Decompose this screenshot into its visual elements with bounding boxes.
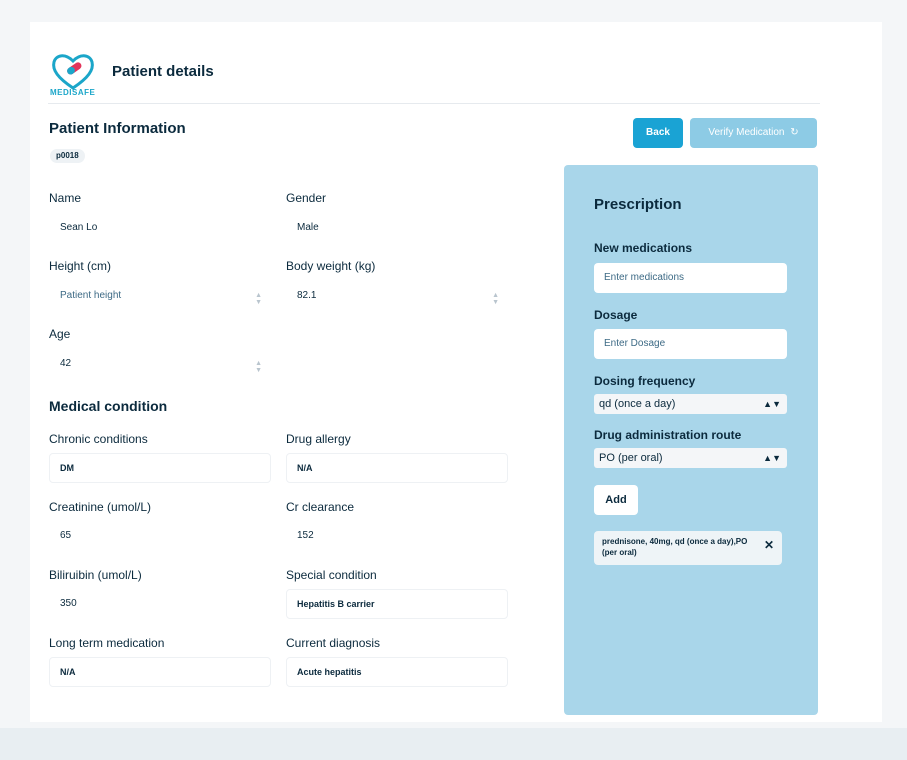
dosing-frequency-value: qd (once a day): [599, 398, 676, 410]
height-input[interactable]: [49, 281, 271, 311]
cr-clearance-label: Cr clearance: [286, 500, 355, 514]
prescription-item-text: prednisone, 40mg, qd (once a day),PO (per oral): [602, 537, 748, 557]
current-diagnosis-field[interactable]: [286, 657, 508, 687]
header: [48, 48, 820, 104]
verify-medication-label: Verify Medication: [708, 127, 785, 138]
prescription-title: Prescription: [594, 196, 682, 213]
gender-field[interactable]: [286, 213, 508, 243]
back-button[interactable]: Back: [633, 118, 683, 148]
drug-allergy-label: Drug allergy: [286, 432, 351, 446]
select-caret-icon: ▲▼: [763, 453, 781, 463]
creatinine-value: 65: [60, 530, 72, 541]
bilirubin-field[interactable]: [49, 589, 271, 619]
gender-label: Gender: [286, 191, 327, 205]
medical-condition-title: Medical condition: [49, 398, 168, 414]
spinner-arrows-icon[interactable]: ▲ ▼: [492, 292, 499, 306]
age-input[interactable]: [49, 349, 271, 379]
page-title: Patient details: [112, 63, 214, 80]
spinner-arrows-icon[interactable]: ▲ ▼: [255, 292, 262, 306]
special-condition-label: Special condition: [286, 568, 377, 582]
long-term-medication-label: Long term medication: [49, 636, 165, 650]
verify-medication-button[interactable]: [690, 118, 817, 148]
gender-value: Male: [297, 222, 319, 233]
bilirubin-label: Biliruibin (umol/L): [49, 568, 142, 582]
new-medications-input[interactable]: [594, 263, 787, 293]
chronic-conditions-label: Chronic conditions: [49, 432, 148, 446]
prescription-item: [594, 531, 782, 565]
age-label: Age: [49, 327, 71, 341]
close-icon[interactable]: ✕: [763, 538, 774, 552]
creatinine-label: Creatinine (umol/L): [49, 500, 152, 514]
weight-input[interactable]: [286, 281, 508, 311]
name-value: Sean Lo: [60, 222, 98, 233]
logo-text: MEDISAFE: [50, 88, 96, 97]
cr-clearance-field[interactable]: [286, 521, 508, 551]
bottom-band: [0, 728, 907, 760]
patient-details-page: [30, 22, 882, 722]
drug-allergy-value: N/A: [297, 463, 313, 473]
weight-value: 82.1: [297, 290, 317, 301]
height-placeholder: Patient height: [60, 290, 122, 301]
dosage-label: Dosage: [594, 308, 638, 322]
height-label: Height (cm): [49, 259, 112, 273]
dosage-input[interactable]: [594, 329, 787, 359]
administration-route-label: Drug administration route: [594, 428, 742, 442]
dosing-frequency-select[interactable]: [594, 394, 787, 414]
add-button[interactable]: Add: [594, 485, 638, 515]
name-field[interactable]: [49, 213, 271, 243]
new-medications-placeholder: Enter medications: [604, 272, 685, 283]
current-diagnosis-label: Current diagnosis: [286, 636, 381, 650]
bilirubin-value: 350: [60, 598, 77, 609]
refresh-icon: ↻: [790, 127, 799, 138]
chronic-conditions-field[interactable]: [49, 453, 271, 483]
drug-allergy-field[interactable]: [286, 453, 508, 483]
age-value: 42: [60, 358, 72, 369]
prescription-panel: [564, 165, 818, 715]
creatinine-field[interactable]: [49, 521, 271, 551]
spinner-arrows-icon[interactable]: ▲ ▼: [255, 360, 262, 374]
current-diagnosis-value: Acute hepatitis: [297, 667, 362, 677]
chronic-conditions-value: DM: [60, 463, 74, 473]
long-term-medication-value: N/A: [60, 667, 76, 677]
special-condition-field[interactable]: [286, 589, 508, 619]
dosing-frequency-label: Dosing frequency: [594, 374, 696, 388]
administration-route-select[interactable]: [594, 448, 787, 468]
administration-route-value: PO (per oral): [599, 452, 663, 464]
special-condition-value: Hepatitis B carrier: [297, 599, 375, 609]
patient-information-title: Patient Information: [49, 120, 186, 137]
dosage-placeholder: Enter Dosage: [604, 338, 666, 349]
cr-clearance-value: 152: [297, 530, 314, 541]
patient-id-badge: p0018: [50, 149, 85, 163]
weight-label: Body weight (kg): [286, 259, 376, 273]
name-label: Name: [49, 191, 82, 205]
select-caret-icon: ▲▼: [763, 399, 781, 409]
new-medications-label: New medications: [594, 241, 693, 255]
long-term-medication-field[interactable]: [49, 657, 271, 687]
